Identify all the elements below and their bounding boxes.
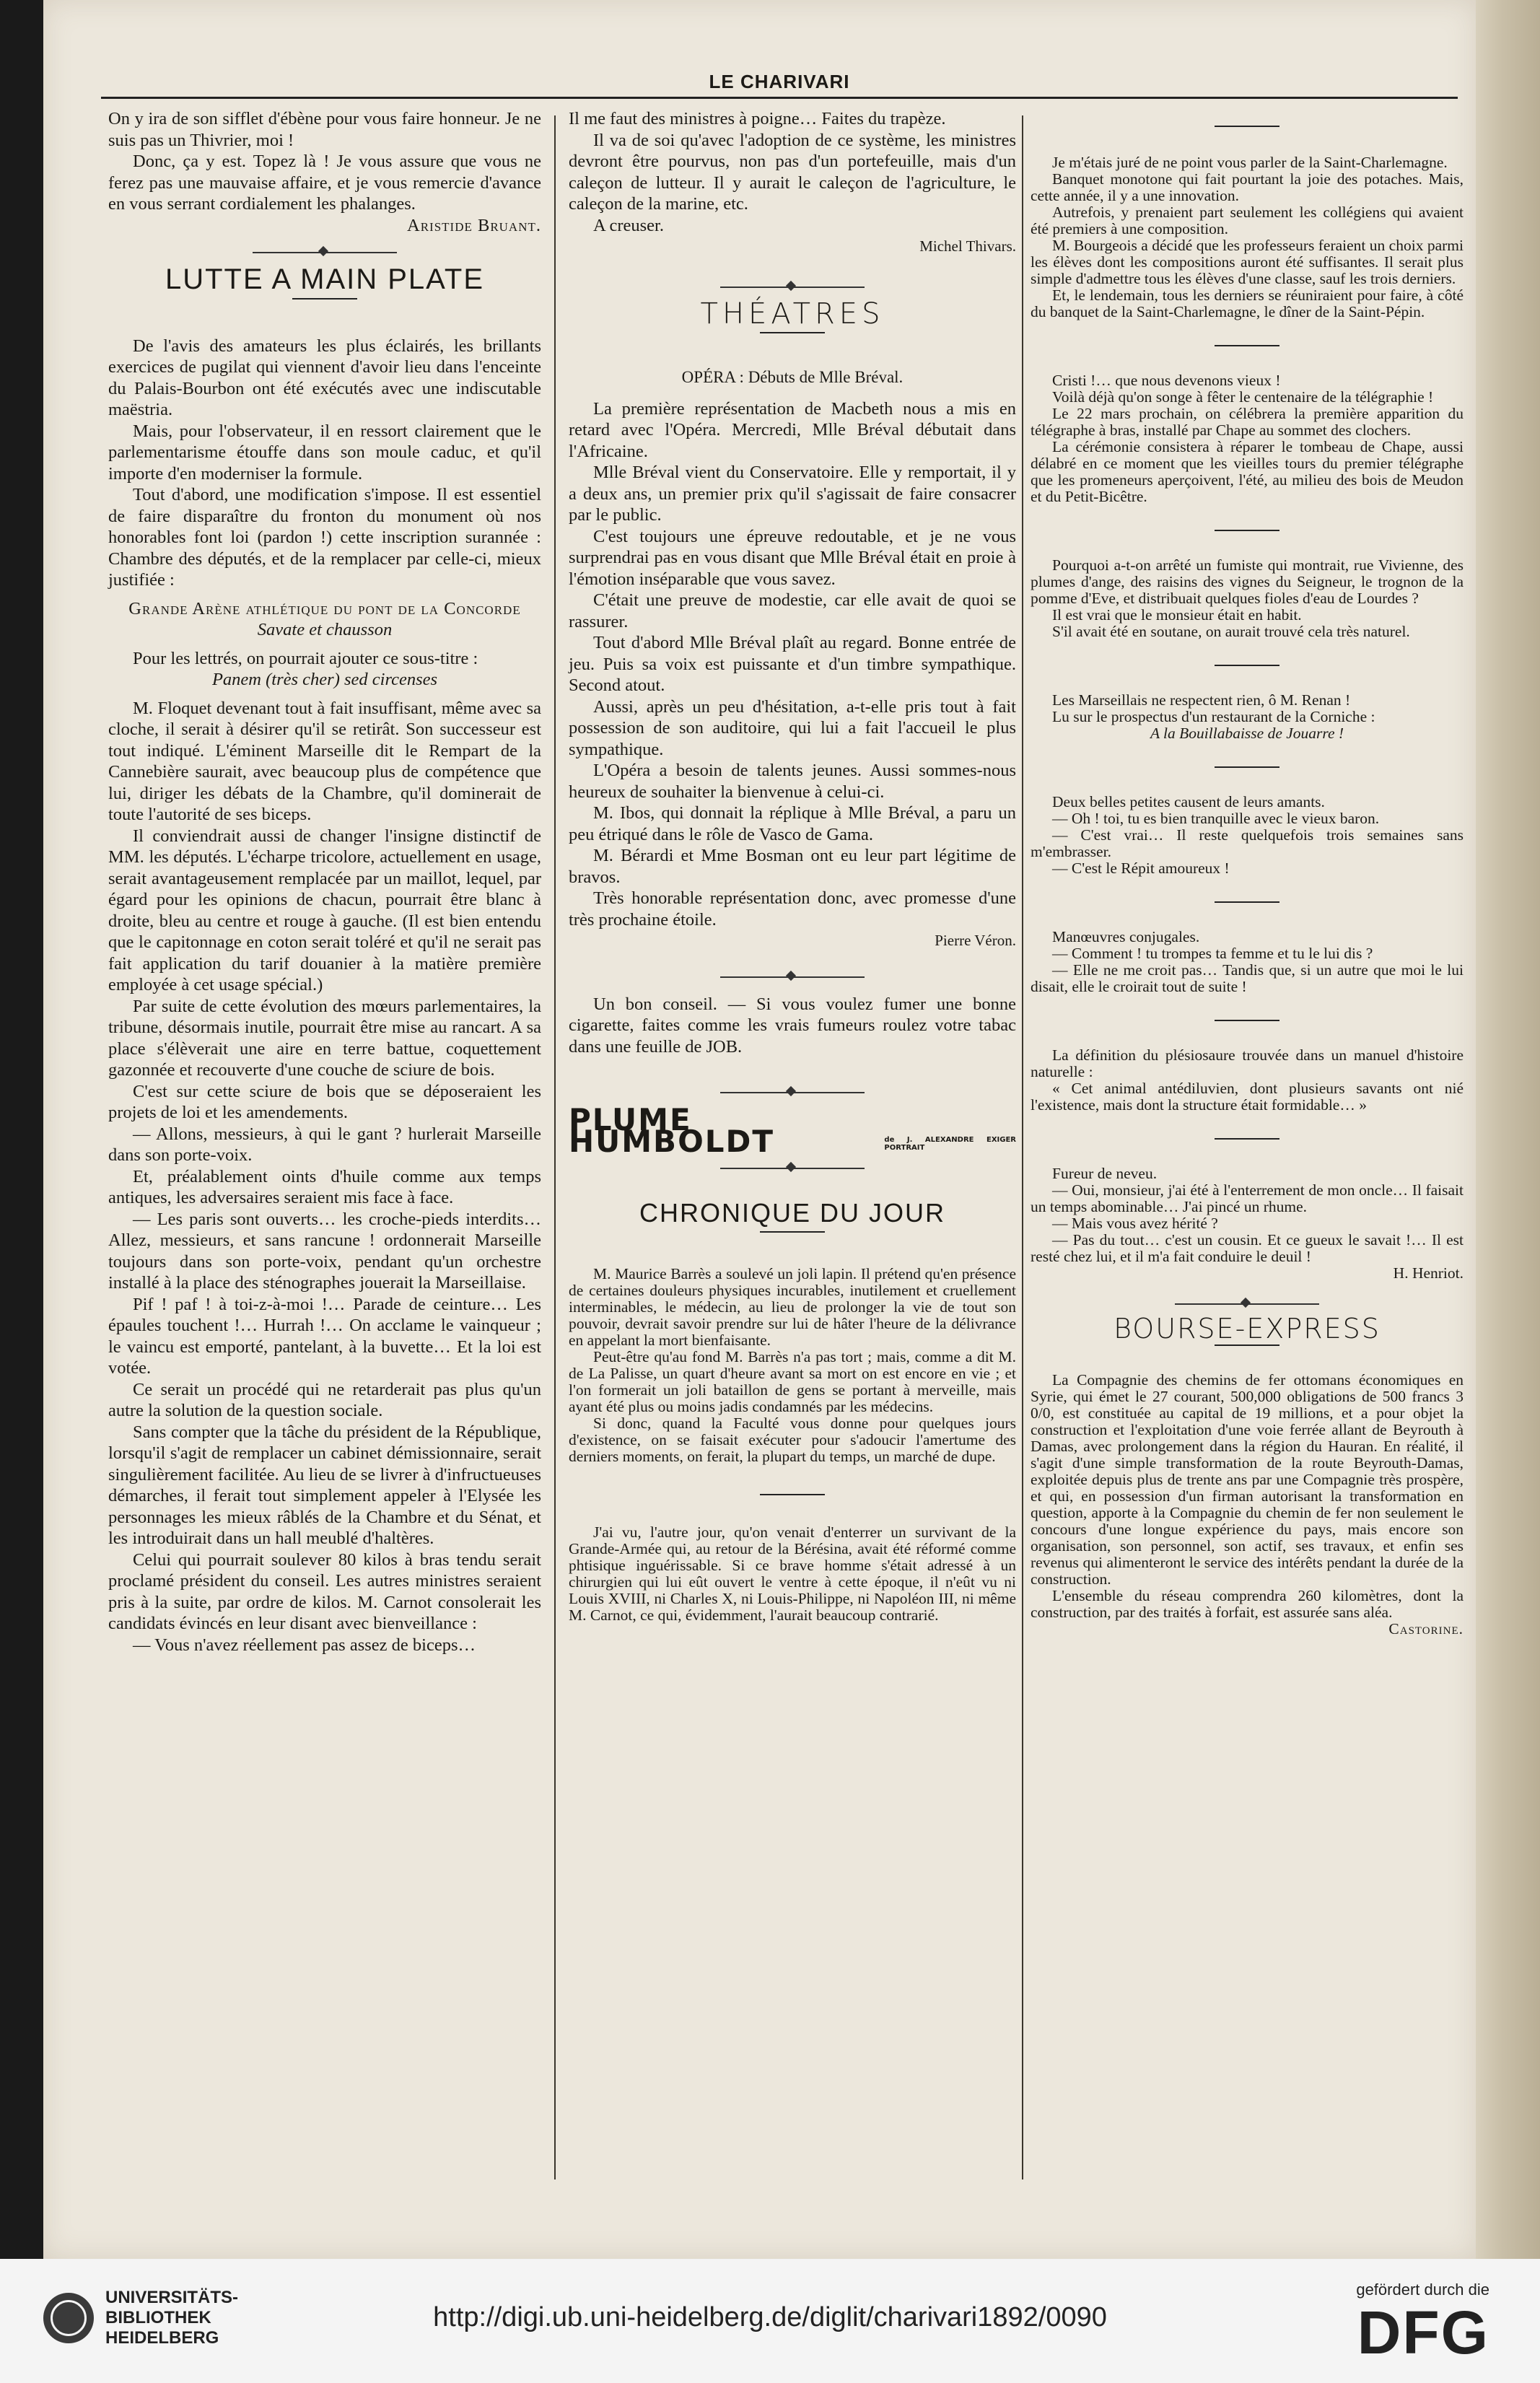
separator — [1215, 1138, 1279, 1140]
ornament-divider — [720, 1168, 865, 1169]
advert-job: Un bon conseil. — Si vous voulez fumer une bonne cigarette, faites comme les vrais fumeurs roulez votre tabac dans une feuille de JOB. — [569, 994, 1016, 1057]
paragraph: Il va de soi qu'avec l'adoption de ce système, les ministres devront être pourvus, non pas d'un portefeuille, mais d'un caleçon de lutteur. Il y aurait le caleçon de l'agriculture, le caleçon de la marine, etc. — [569, 130, 1016, 214]
paragraph: C'était une preuve de modestie, car elle avait de quoi se rassurer. — [569, 590, 1016, 631]
paragraph: « Cet animal antédiluvien, dont plusieurs savants ont nié l'existence, mais dont la structure était formidable… » — [1031, 1080, 1464, 1114]
ornament-divider — [720, 976, 865, 978]
section-title-chronique: CHRONIQUE DU JOUR — [639, 1198, 945, 1228]
paragraph: Il est vrai que le monsieur était en habit. — [1052, 606, 1302, 624]
paragraph: — Allons, messieurs, à qui le gant ? hurlerait Marseille dans son porte-voix. — [108, 1124, 541, 1165]
paragraph: L'Opéra a besoin de talents jeunes. Aussi sommes-nous heureux de souhaiter la bienvenue à celui-ci. — [569, 761, 1016, 802]
latin-motto: Panem (très cher) sed circenses — [211, 670, 438, 689]
paragraph: Tout d'abord Mlle Bréval plaît au regard. Bonne entrée de jeu. Puis sa voix est puissante et d'un timbre sympathique. Second atout. — [569, 633, 1016, 695]
paragraph: M. Bérardi et Mme Bosman ont eu leur part légitime de bravos. — [569, 846, 1016, 887]
paragraph: Deux belles petites causent de leurs amants. — [1052, 793, 1325, 810]
paragraph: Cristi !… que nous devenons vieux ! — [1052, 372, 1281, 389]
section-title-bourse: BOURSE-EXPRESS — [1114, 1313, 1381, 1344]
paragraph: — C'est le Répit amoureux ! — [1052, 860, 1230, 877]
column-rule-1 — [554, 115, 556, 2179]
paragraph: Fureur de neveu. — [1052, 1165, 1158, 1182]
paragraph: Pif ! paf ! à toi-z-à-moi !… Parade de ceinture… Les épaules touchent !… Hurrah !… On acclame le vainqueur ; le vaincu est emporté, pantelant, à la buvette… Et la loi est votée. — [108, 1294, 541, 1378]
paragraph: La cérémonie consistera à réparer le tombeau de Chape, aussi délabré en ce moment que les vieilles tours du premier télégraphe que les promeneurs aperçoivent, l'été, au milieu des bois de Meudon et du Petit-Bicêtre. — [1031, 438, 1464, 505]
paragraph: Et, le lendemain, tous les derniers se réuniraient pour faire, à côté du banquet de la Saint-Charlemagne, le dîner de la Saint-Pépin. — [1031, 287, 1464, 320]
paragraph: La définition du plésiosaure trouvée dans un manuel d'histoire naturelle : — [1031, 1046, 1464, 1080]
paragraph: — Oh ! toi, tu es bien tranquille avec le vieux baron. — [1052, 810, 1380, 827]
subheading-opera: OPÉRA : Débuts de Mlle Bréval. — [681, 368, 904, 386]
paragraph: — Pas du tout… c'est un cousin. Et ce gueux le savait !… Il est resté chez lui, et il m'a fait conduire le deuil ! — [1031, 1231, 1464, 1265]
paragraph: M. Bourgeois a décidé que les professeurs feraient un choix parmi les élèves dont les compositions auront été suffisantes. Il serait plus simple d'admettre tous les élèves d'une classe, sauf les trois derniers. — [1031, 237, 1464, 287]
paragraph: Si donc, quand la Faculté vous donne pour quelques jours d'existence, on se faisait exécuter pour s'adoucir l'amertume des derniers moments, on ferait, la plupart du temps, un marché de dupe. — [569, 1414, 1016, 1465]
paragraph: — Vous n'avez réellement pas assez de biceps… — [133, 1635, 476, 1655]
quote: A la Bouillabaisse de Jouarre ! — [1150, 725, 1344, 742]
paragraph: M. Floquet devenant tout à fait insuffisant, même avec sa cloche, il serait à désirer qu'il se retirât. Son successeur est tout indiqué. L'éminent Marseille dit le Rempart de la Cannebière saurait, avec beaucoup plus de compétence que lui, diriger les débats de la Chambre, qu'il dominerait de toute l'autorité de ses biceps. — [108, 698, 541, 824]
paragraph: Il conviendrait aussi de changer l'insigne distinctif de MM. les députés. L'écharpe tricolore, actuellement en usage, serait avantageusement remplacée par un maillot, lequel, par égard pour les opinions de chacun, pourrait être blanc à droite, bleu au centre et rouge à gauche. (Il est bien entendu que le capitonnage en coton serait toléré et qu'il ne serait pas fait application du tarif douanier à la matière première employée à cet usage spécial.) — [108, 826, 541, 994]
paragraph: Sans compter que la tâche du président de la République, lorsqu'il s'agit de remplacer un cabinet démissionnaire, serait singulièrement facilitée. Au lieu de se livrer à d'infructueuses démarches, il ferait tout simplement appeler à l'Elysée les personnages les mieux râblés de la Chambre et du Sénat, et les introduirait dans un hall meublé d'haltères. — [108, 1422, 541, 1548]
paragraph: Mais, pour l'observateur, il en ressort clairement que le parlementarisme étouffe dans son moule caduc, et qu'il importe d'en moderniser la formule. — [108, 421, 541, 484]
paragraph: De l'avis des amateurs les plus éclairés, les brillants exercices de pugilat qui viennent d'avoir lieu dans l'enceinte du Palais-Bourbon ont été exécutés avec une indiscutable maëstria. — [108, 336, 541, 419]
paragraph: Aussi, après un peu d'hésitation, a-t-elle pris tout à fait possession de son auditoire, qui lui a fait l'accueil le plus sympathique. — [569, 696, 1016, 759]
paragraph: M. Ibos, qui donnait la réplique à Mlle Bréval, a paru un peu étriqué dans le rôle de Vasco de Gama. — [569, 803, 1016, 844]
paragraph: A creuser. — [593, 215, 664, 235]
paragraph: Mlle Bréval vient du Conservatoire. Elle y remportait, il y a deux ans, un premier prix qu'il s'agissait de faire consacrer par le public. — [569, 463, 1016, 525]
paragraph: L'ensemble du réseau comprendra 260 kilomètres, dont la construction, par des traités à forfait, est assurée sans aléa. — [1031, 1587, 1464, 1621]
inscription-line: Grande Arène athlétique du pont de la Concorde — [128, 598, 521, 618]
paragraph: Celui qui pourrait soulever 80 kilos à bras tendu serait proclamé président du conseil. Les autres ministres seraient pris à la suite, par ordre de kilos. M. Carnot consolerait les candidats évincés en leur disant avec bienveillance : — [108, 1549, 541, 1633]
plume-small-print: de J. ALEXANDRE EXIGER PORTRAIT — [884, 1136, 1016, 1152]
paragraph: Autrefois, y prenaient part seulement les collégiens qui avaient été premiers à une composition. — [1031, 204, 1464, 237]
advert-plume-humboldt — [569, 1102, 1016, 1159]
separator — [1215, 901, 1279, 903]
paragraph: Je m'étais juré de ne point vous parler de la Saint-Charlemagne. — [1052, 154, 1448, 171]
paragraph: Les Marseillais ne respectent rien, ô M. Renan ! — [1052, 691, 1351, 709]
masthead-rule — [101, 97, 1458, 99]
title-rule — [292, 298, 357, 299]
dfg-text: DFG — [1357, 2299, 1489, 2366]
logo-line: BIBLIOTHEK — [105, 2308, 211, 2327]
paragraph: — Mais vous avez hérité ? — [1052, 1215, 1218, 1232]
logo-line: HEIDELBERG — [105, 2328, 219, 2348]
separator — [1215, 530, 1279, 531]
paragraph: Très honorable représentation donc, avec promesse d'une très prochaine étoile. — [569, 888, 1016, 930]
author-signature: Michel Thivars. — [919, 237, 1016, 255]
paragraph: Voilà déjà qu'on songe à fêter le centenaire de la télégraphie ! — [1052, 388, 1434, 406]
paragraph: Tout d'abord, une modification s'impose. Il est essentiel de faire disparaître du fronton du monument où nos honorables font loi (pardon !) cette inscription surannée : Chambre des députés, et de la remplacer par celle-ci, mieux justifiée : — [108, 485, 541, 590]
paragraph: On y ira de son sifflet d'ébène pour vous faire honneur. Je ne suis pas un Thivrier, moi ! — [108, 109, 541, 150]
logo-line: UNIVERSITÄTS- — [105, 2288, 239, 2307]
paragraph: Et, préalablement oints d'huile comme aux temps antiques, les adversaires seraient mis face à face. — [108, 1166, 541, 1207]
paragraph: La Compagnie des chemins de fer ottomans économiques en Syrie, qui émet le 27 courant, 500,000 obligations de 500 francs 3 0/0, est constituée au capital de 19 millions, et a pour objet la construction et l'exploitation d'une voie ferrée allant de Beyrouth à Damas, avec prolongement dans la région du Hauran. En réalité, il s'agit d'une simple transformation de la route Beyrouth-Damas, exploitée depuis plus de trente ans par une Compagnie très prospère, et qui, en possession d'un firman autorisant la transformation en question, apporte à la Compagnie du chemin de fer non seulement le concours d'une longue expérience du pays, mais encore son organisation, son personnel, son actif, ses travaux, et enfin ses revenus qui alimenteront le service des intérêts pendant la durée de la construction. — [1031, 1371, 1464, 1588]
column-1 — [108, 108, 541, 1656]
separator — [1215, 1020, 1279, 1021]
paragraph: Le 22 mars prochain, on célébrera la première apparition du télégraphe à bras, installé par Chape au sommet des clochers. — [1031, 405, 1464, 439]
paragraph: — Oui, monsieur, j'ai été à l'enterrement de mon oncle… Il faisait un temps abominable… J'ai pincé un rhume. — [1031, 1181, 1464, 1215]
digitization-footer — [0, 2259, 1540, 2383]
column-rule-2 — [1022, 115, 1023, 2179]
paragraph: — Comment ! tu trompes ta femme et tu le lui dis ? — [1052, 945, 1373, 962]
source-url-link[interactable]: http://digi.ub.uni-heidelberg.de/diglit/charivari1892/0090 — [433, 2302, 1107, 2332]
title-rule — [1215, 1344, 1279, 1346]
paragraph: Par suite de cette évolution des mœurs parlementaires, la tribune, désormais inutile, pourrait être mise au rancart. A sa place s'élèverait une aire en terre battue, coquettement gazonnée et recouverte d'une couche de sciure de bois. — [108, 996, 541, 1080]
paragraph: Ce serait un procédé qui ne retarderait pas plus qu'un autre la solution de la question sociale. — [108, 1379, 541, 1420]
paragraph: Pour les lettrés, on pourrait ajouter ce sous-titre : — [133, 648, 478, 668]
ornament-divider — [720, 1092, 865, 1093]
paragraph: — Elle ne me croit pas… Tandis que, si un autre que moi le lui disait, elle le croirait tout de suite ! — [1031, 961, 1464, 995]
paragraph: Banquet monotone qui fait pourtant la joie des potaches. Mais, cette année, il y a une innovation. — [1031, 170, 1464, 204]
paragraph: Peut-être qu'au fond M. Barrès n'a pas tort ; mais, comme a dit M. de La Palisse, un quart d'heure avant sa mort on est encore en vie ; et l'on formerait un joli bataillon de gens se portant à merveille, mais ayant été plus ou moins jadis condamnés par les médecins. — [569, 1347, 1016, 1415]
paragraph: C'est sur cette sciure de bois que se déposeraient les projets de loi et les amendements. — [108, 1081, 541, 1122]
paragraph: J'ai vu, l'autre jour, qu'on venait d'enterrer un survivant de la Grande-Armée qui, au retour de la Bérésina, avait été réformé comme phtisique inguérissable. Si ce brave homme s'était adressé à un chirurgien qui lui eût ouvert le ventre à cette époque, il n'eût vu ni Louis XVIII, ni Charles X, ni Louis-Philippe, ni Napoléon III, ni même M. Carnot, ce qui, évidemment, l'aurait beaucoup contrarié. — [569, 1523, 1016, 1624]
author-signature: Aristide Bruant. — [407, 215, 541, 235]
title-rule — [760, 1231, 825, 1233]
inscription-subline: Savate et chausson — [257, 620, 393, 639]
column-3 — [1031, 108, 1464, 1638]
section-title-theatres: THÉATRES — [700, 297, 885, 331]
paragraph: La première représentation de Macbeth nous a mis en retard avec l'Opéra. Mercredi, Mlle Bréval débutait dans l'Africaine. — [569, 398, 1016, 461]
separator — [1215, 665, 1279, 666]
ornament-divider — [1175, 1303, 1319, 1305]
separator — [760, 1494, 825, 1495]
dfg-logo — [1356, 2281, 1489, 2366]
separator — [1215, 126, 1279, 127]
funded-by-text: gefördert durch die — [1356, 2281, 1489, 2299]
paragraph: M. Maurice Barrès a soulevé un joli lapin. Il prétend qu'en présence de certaines douleurs physiques incurables, inutilement et cruellement interminables, le médecin, au lieu de prolonger la vie de tout son pouvoir, devrait savoir prendre sur lui de hâter l'heure de la délivrance en appelant la mort bienfaisante. — [569, 1264, 1016, 1349]
title-rule — [760, 332, 825, 333]
paragraph: Manœuvres conjugales. — [1052, 928, 1200, 945]
author-signature: Pierre Véron. — [935, 932, 1016, 949]
separator — [1215, 345, 1279, 346]
author-signature: H. Henriot. — [1393, 1264, 1464, 1282]
ornament-divider — [253, 252, 397, 253]
paragraph: S'il avait été en soutane, on aurait trouvé cela très naturel. — [1052, 623, 1410, 640]
plume-name: PLUME HUMBOLDT — [569, 1102, 775, 1159]
column-2 — [569, 108, 1016, 1624]
article-title: LUTTE A MAIN PLATE — [165, 263, 485, 295]
paragraph: C'est toujours une épreuve redoutable, et je ne vous surprendrai pas en vous disant que Mlle Bréval était en proie à l'émotion inséparable que vous savez. — [569, 526, 1016, 589]
paragraph: Lu sur le prospectus d'un restaurant de la Corniche : — [1052, 708, 1375, 725]
ornament-divider — [720, 287, 865, 288]
page-edge — [1476, 0, 1540, 2259]
separator — [1215, 766, 1279, 768]
masthead: LE CHARIVARI — [709, 71, 850, 92]
paragraph: — C'est vrai… Il reste quelquefois trois semaines sans m'embrasser. — [1031, 826, 1464, 860]
paragraph: Donc, ça y est. Topez là ! Je vous assure que vous ne ferez pas une mauvaise affaire, et je vous remercie d'avance en vous serrant cordialement les phalanges. — [108, 152, 541, 214]
paragraph: — Les paris sont ouverts… les croche-pieds interdits… Allez, messieurs, et sans rancune ! ordonnerait Marseille toujours dans son porte-voix, pendant qu'un orchestre installé à la place des sténographes jouerait la Marseillaise. — [108, 1209, 541, 1293]
paragraph: Il me faut des ministres à poigne… Faites du trapèze. — [569, 109, 946, 128]
paragraph: Pourquoi a-t-on arrêté un fumiste qui montrait, rue Vivienne, des plumes d'ange, des raisins des vignes du Seigneur, le trognon de la pomme d'Eve, et distribuait quelques fioles d'eau de Lourdes ? — [1031, 556, 1464, 607]
author-signature: Castorine. — [1388, 1620, 1464, 1638]
